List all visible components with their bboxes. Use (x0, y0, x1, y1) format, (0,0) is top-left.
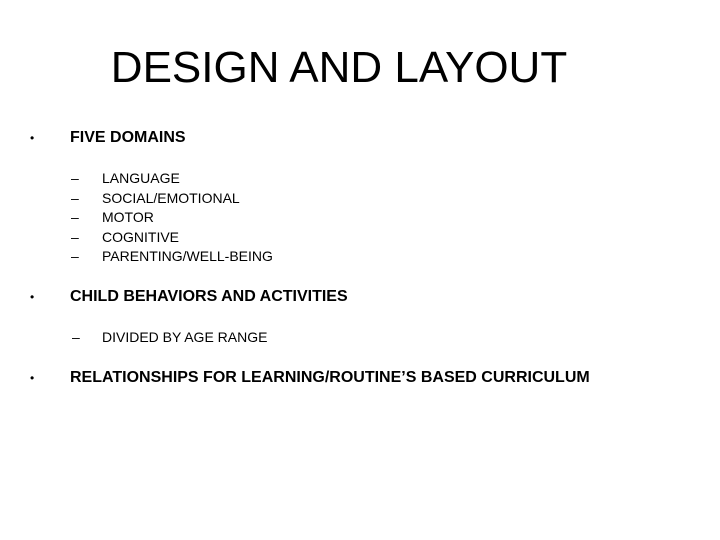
bullet-text: FIVE DOMAINS (70, 129, 186, 146)
bullet-icon: • (30, 371, 35, 385)
bullet-text: CHILD BEHAVIORS AND ACTIVITIES (70, 288, 348, 305)
dash-icon: – (71, 248, 79, 264)
dash-icon: – (71, 189, 79, 206)
sub-item-text: DIVIDED BY AGE RANGE (102, 329, 268, 345)
sub-item-text: SOCIAL/EMOTIONAL (102, 189, 240, 206)
dash-icon: – (71, 170, 79, 186)
bullet-text: RELATIONSHIPS FOR LEARNING/ROUTINE’S BASED CURRICULUM (70, 369, 590, 386)
dash-icon: – (71, 228, 79, 245)
bullet-icon: • (30, 290, 35, 304)
sub-item-text: PARENTING/WELL-BEING (102, 248, 273, 264)
sub-item-text: LANGUAGE (102, 170, 180, 186)
bullet-icon: • (30, 131, 35, 145)
sub-item-text: MOTOR (102, 209, 154, 225)
slide-title: DESIGN AND LAYOUT (110, 43, 568, 92)
dash-icon: – (72, 329, 80, 345)
dash-icon: – (71, 209, 79, 225)
sub-item-text: COGNITIVE (102, 228, 180, 245)
